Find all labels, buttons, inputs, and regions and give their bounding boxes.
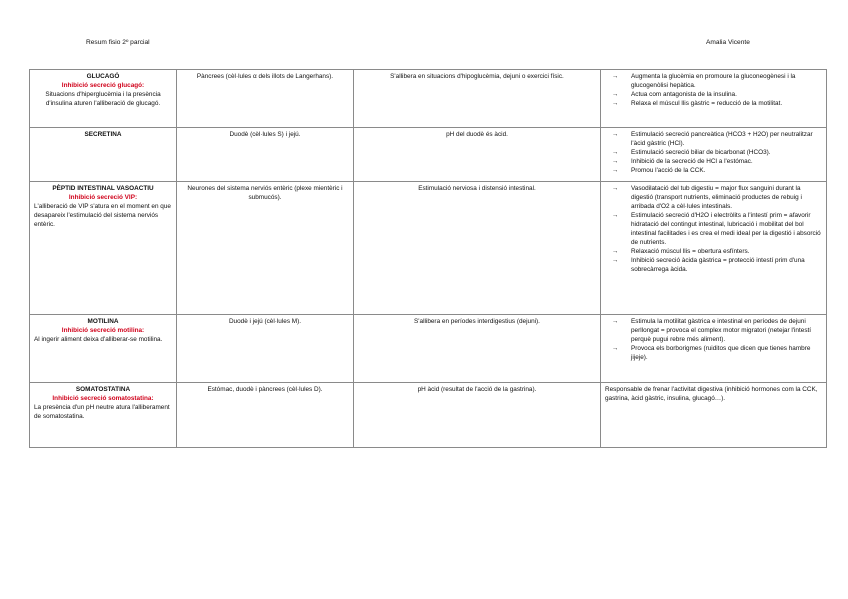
effect-text: Relaxació múscul llis = obertura esfínters. [631, 248, 750, 255]
list-item [612, 317, 822, 344]
effect-text: Estimulació secreció d'H2O i electròlits a l'intestí prim = afavorir hidratació del contingut intestinal, lubricació i mobilitat del bol intestinal facilitades i es crea el medi ideal per la digestió i absorció de nutrients. [631, 212, 821, 246]
hormone-cell [30, 182, 177, 315]
table-row [30, 70, 827, 128]
arrow-right-icon: → [612, 318, 619, 325]
hormone-name: GLUCAGÓ [86, 73, 120, 80]
table-row [30, 182, 827, 315]
arrow-right-icon: → [612, 167, 619, 174]
arrow-right-icon: → [612, 73, 619, 80]
stimulus-cell: Estimulació nerviosa i distensió intestinal. [354, 182, 601, 315]
header-left-title: Resum fisio 2º parcial [86, 39, 150, 46]
table-row [30, 315, 827, 383]
origin-cell: Duodè (cèl·lules S) i jejú. [177, 128, 354, 182]
inhibition-title: Inhibició secreció glucagó: [61, 82, 145, 89]
arrow-right-icon: → [612, 91, 619, 98]
effect-text: Inhibició de la secreció de HCl a l'estómac. [631, 158, 753, 165]
hormone-cell [30, 128, 177, 182]
effects-list [605, 72, 822, 108]
inhibition-title: Inhibició secreció VIP: [68, 194, 138, 201]
list-item [612, 157, 822, 166]
inhibition-title: Inhibició secreció somatostatina: [52, 395, 154, 402]
list-item [612, 148, 822, 157]
arrow-right-icon: → [612, 257, 619, 264]
arrow-right-icon: → [612, 158, 619, 165]
inhibition-text: La presència d'un pH neutre atura l'alliberament de somatostatina. [34, 404, 170, 420]
list-item [612, 99, 822, 108]
effects-list [605, 130, 822, 175]
effect-text: Relaxa el múscul llis gàstric = reducció de la motilitat. [631, 100, 783, 107]
effect-text: Provoca els borborigmes (ruiditos que dicen que tienes hambre jijeje). [631, 345, 811, 361]
hormone-name: PÈPTID INTESTINAL VASOACTIU [52, 185, 154, 192]
effects-cell [601, 128, 827, 182]
effect-text: Actua com antagonista de la insulina. [631, 91, 737, 98]
stimulus-cell: pH àcid (resultat de l'acció de la gastrina). [354, 383, 601, 448]
effects-cell [601, 315, 827, 383]
arrow-right-icon: → [612, 185, 619, 192]
list-item [612, 72, 822, 90]
effect-text: Vasodilatació del tub digestiu = major flux sanguini durant la digestió (transport nutrients, eliminació productes de rebuig i arribada d'O2 a cèl·lules intestinals. [631, 185, 802, 210]
table-row [30, 383, 827, 448]
effects-text: Responsable de frenar l'activitat digestiva (inhibició hormones com la CCK, gastrina, àcid gàstric, insulina, glucagó…). [605, 386, 818, 402]
header-author: Amalia Vicente [706, 39, 750, 46]
effect-text: Inhibició secreció àcida gàstrica = protecció intestí prim d'una sobrecàrrega àcida. [631, 257, 805, 273]
arrow-right-icon: → [612, 345, 619, 352]
list-item [612, 90, 822, 99]
origin-cell: Pàncrees (cèl·lules α dels illots de Langerhans). [177, 70, 354, 128]
origin-cell: Neurones del sistema nerviós entèric (plexe mientèric i submucós). [177, 182, 354, 315]
origin-cell: Duodè i jejú (cèl·lules M). [177, 315, 354, 383]
stimulus-cell: S'allibera en períodes interdigestius (dejuni). [354, 315, 601, 383]
effects-cell [601, 70, 827, 128]
hormone-table [29, 69, 827, 448]
effects-list [605, 184, 822, 274]
arrow-right-icon: → [612, 212, 619, 219]
hormone-cell [30, 315, 177, 383]
list-item [612, 256, 822, 274]
stimulus-cell: pH del duodè és àcid. [354, 128, 601, 182]
arrow-right-icon: → [612, 131, 619, 138]
origin-cell: Estómac, duodè i pàncrees (cèl·lules D). [177, 383, 354, 448]
stimulus-cell: S'allibera en situacions d'hipoglucèmia, dejuni o exercici físic. [354, 70, 601, 128]
list-item [612, 130, 822, 148]
list-item [612, 344, 822, 362]
effects-list [605, 317, 822, 362]
inhibition-title: Inhibició secreció motilina: [61, 327, 145, 334]
hormone-cell [30, 383, 177, 448]
hormone-name: SECRETINA [84, 131, 122, 138]
arrow-right-icon: → [612, 149, 619, 156]
hormone-cell [30, 70, 177, 128]
effects-cell [601, 182, 827, 315]
inhibition-text: L'alliberació de VIP s'atura en el moment en que desapareix l'estimulació del sistema nerviós entèric. [34, 203, 171, 228]
effect-text: Estimulació secreció pancreàtica (HCO3 + H2O) per neutralitzar l'àcid gàstric (HCl). [631, 131, 813, 147]
effect-text: Promou l'acció de la CCK. [631, 167, 706, 174]
list-item [612, 166, 822, 175]
effects-cell [601, 383, 827, 448]
effect-text: Augmenta la glucèmia en promoure la gluconeogènesi i la glucogenòlisi hepàtica. [631, 73, 796, 89]
table-row [30, 128, 827, 182]
effect-text: Estimulació secreció biliar de bicarbonat (HCO3). [631, 149, 771, 156]
inhibition-text: Situacions d'hiperglucèmia i la presència d'insulina aturen l'alliberació de glucagó. [45, 91, 161, 107]
arrow-right-icon: → [612, 100, 619, 107]
effect-text: Estimula la motilitat gàstrica e intestinal en períodes de dejuni perllongat = provoca el complex motor migratori (netejar l'intestí perquè pugui rebre més aliment). [631, 318, 812, 343]
inhibition-text: Al ingerir aliment deixa d'alliberar-se motilina. [34, 336, 163, 343]
list-item [612, 184, 822, 211]
list-item [612, 247, 822, 256]
hormone-name: MOTILINA [87, 318, 119, 325]
list-item [612, 211, 822, 247]
hormone-name: SOMATOSTATINA [75, 386, 131, 393]
arrow-right-icon: → [612, 248, 619, 255]
